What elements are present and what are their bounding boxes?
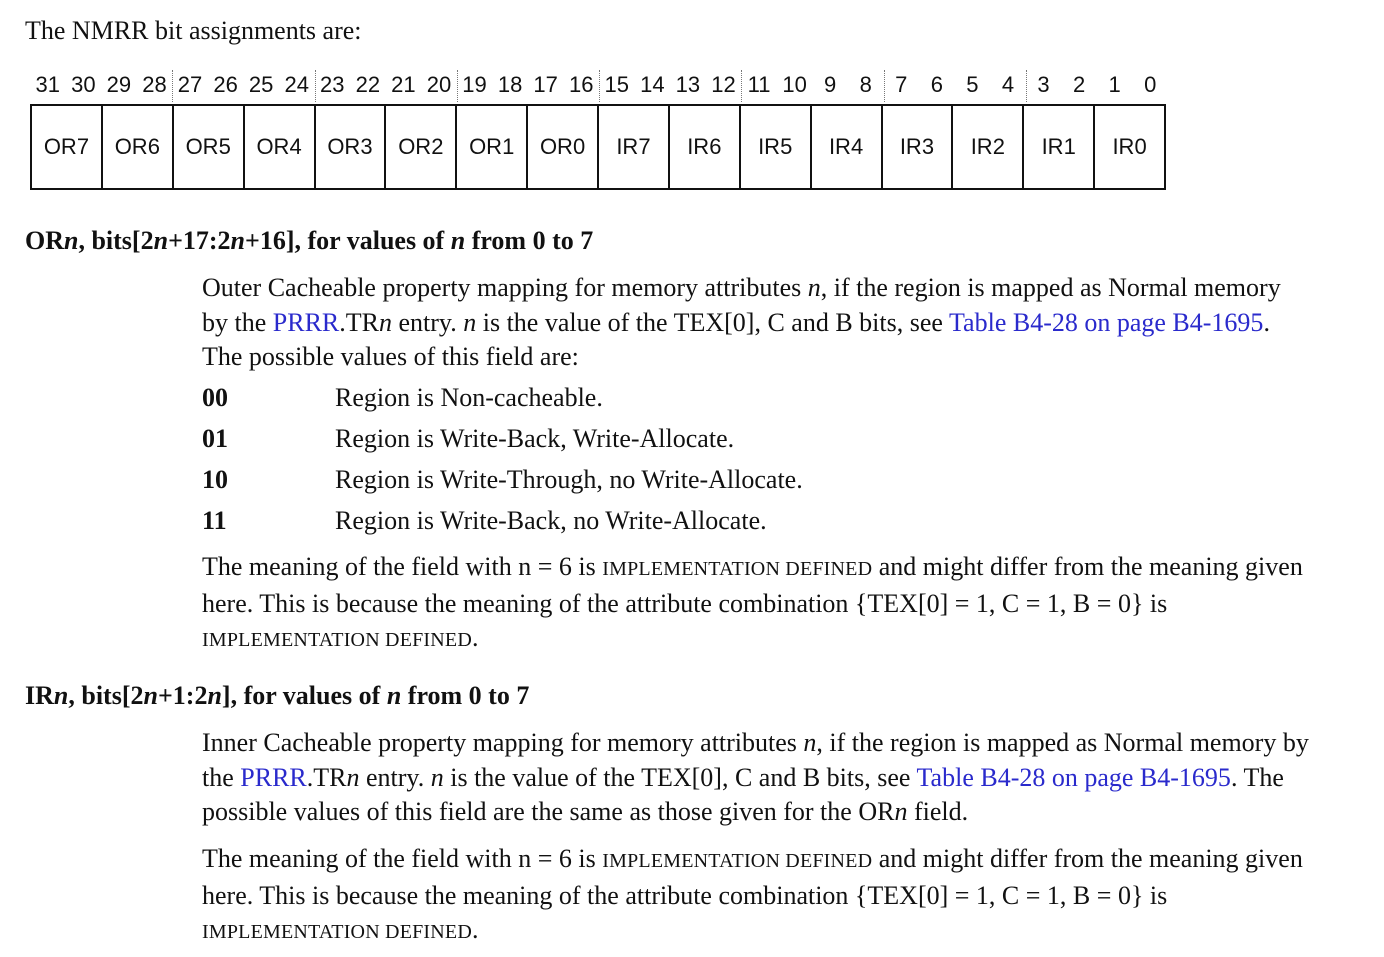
bit-number: 9 [824, 72, 837, 97]
bit-number: 2 [1072, 72, 1086, 97]
field-or3: OR3 [316, 106, 387, 188]
bit-number: 15 [604, 72, 630, 97]
field-or6: OR6 [103, 106, 174, 188]
ir-impl-defined-note: The meaning of the field with n = 6 is IMPLEMENTATION DEFINED and might differ from the meaning given here. This is because the meaning of the attribute combination {TEX[0] = 1, C = 1, B = 0} is IMPLEMENTATION DEFINED. [202, 844, 1303, 944]
bit-number: 10 [782, 72, 807, 97]
bit-separator [457, 70, 458, 102]
field-or4: OR4 [245, 106, 316, 188]
field-or2: OR2 [386, 106, 457, 188]
bit-separator [741, 70, 742, 102]
register-diagram [30, 104, 1166, 190]
or-field-heading: ORn, bits[2n+17:2n+16], for values of n from 0 to 7 [25, 226, 594, 255]
prrr-link[interactable]: PRRR [240, 762, 307, 792]
value-row [202, 500, 1202, 541]
bit-number: 27 [177, 72, 203, 97]
field-ir4: IR4 [812, 106, 883, 188]
bit-number: 23 [320, 72, 345, 97]
table-b4-28-link[interactable]: Table B4-28 on page B4-1695 [948, 307, 1264, 337]
bit-number: 11 [747, 72, 771, 97]
field-ir3: IR3 [883, 106, 954, 188]
ir-field-heading: IRn, bits[2n+1:2n], for values of n from 0 to 7 [25, 681, 530, 710]
bit-number: 6 [930, 72, 943, 97]
value-row [202, 418, 1202, 459]
value-description: Region is Non-cacheable. [335, 382, 603, 412]
bit-number: 25 [248, 72, 274, 97]
bit-number: 4 [1001, 72, 1015, 97]
or-values-list [202, 377, 1202, 541]
bit-separator [599, 70, 600, 102]
field-ir6: IR6 [670, 106, 741, 188]
field-or7: OR7 [32, 106, 103, 188]
bit-number: 13 [675, 72, 701, 97]
bit-number: 31 [35, 72, 61, 97]
value-row [202, 459, 1202, 500]
value-description: Region is Write-Back, no Write-Allocate. [335, 505, 767, 535]
bit-separator [1026, 70, 1027, 102]
bit-number: 30 [71, 72, 96, 97]
value-code: 11 [202, 505, 227, 535]
value-description: Region is Write-Through, no Write-Allocate. [335, 464, 803, 494]
bit-number: 5 [966, 72, 979, 97]
bit-separator [315, 70, 316, 102]
bit-number: 19 [462, 72, 487, 97]
table-b4-28-link[interactable]: Table B4-28 on page B4-1695 [916, 762, 1231, 792]
field-or0: OR0 [528, 106, 599, 188]
bit-separator [884, 70, 885, 102]
bit-number: 28 [142, 72, 167, 97]
bit-number: 0 [1144, 72, 1157, 97]
value-description: Region is Write-Back, Write-Allocate. [335, 423, 735, 453]
bit-number: 17 [533, 72, 558, 97]
field-ir0: IR0 [1112, 134, 1147, 159]
bit-number: 7 [895, 72, 908, 97]
value-code: 00 [202, 382, 228, 412]
bit-separator [172, 70, 173, 102]
value-code: 10 [202, 464, 228, 494]
value-code: 01 [202, 423, 228, 453]
field-ir5: IR5 [741, 106, 812, 188]
bit-number: 26 [213, 72, 238, 97]
ir-description: Inner Cacheable property mapping for memory attributes n, if the region is mapped as Normal memory by the PRRR.TRn entry. n is the value of the TEX[0], C and B bits, see Table B4-28 on page B4-1695. The possible values of this field are the same as those given for the ORn field. [202, 728, 1309, 826]
bit-number: 14 [640, 72, 665, 97]
bit-number: 29 [106, 72, 132, 97]
bit-number: 20 [426, 72, 452, 97]
bit-number: 22 [355, 72, 381, 97]
or-description: Outer Cacheable property mapping for memory attributes n, if the region is mapped as Normal memory by the PRRR.TRn entry. n is the value of the TEX[0], C and B bits, see Table B4-28 on page B4-1695. The possible values of this field are: [202, 273, 1281, 371]
field-ir1: IR1 [1024, 106, 1095, 188]
field-ir7: IR7 [599, 106, 670, 188]
bit-number: 12 [711, 72, 736, 97]
intro-text: The NMRR bit assignments are: [25, 16, 362, 45]
bit-number: 18 [497, 72, 523, 97]
prrr-link[interactable]: PRRR [272, 307, 340, 337]
field-or5: OR5 [174, 106, 245, 188]
bit-number: 16 [568, 72, 594, 97]
bit-number: 21 [391, 72, 416, 97]
bit-number-row [30, 68, 1168, 102]
bit-number: 1 [1108, 72, 1121, 97]
bit-number: 8 [859, 72, 872, 97]
value-row [202, 377, 1202, 418]
bit-number: 3 [1037, 72, 1050, 97]
field-or1: OR1 [457, 106, 528, 188]
bit-number: 24 [284, 72, 309, 97]
or-impl-defined-note: The meaning of the field with n = 6 is IMPLEMENTATION DEFINED and might differ from the meaning given here. This is because the meaning of the attribute combination {TEX[0] = 1, C = 1, B = 0} is IMPLEMENTATION DEFINED. [202, 552, 1303, 652]
field-ir2: IR2 [953, 106, 1024, 188]
